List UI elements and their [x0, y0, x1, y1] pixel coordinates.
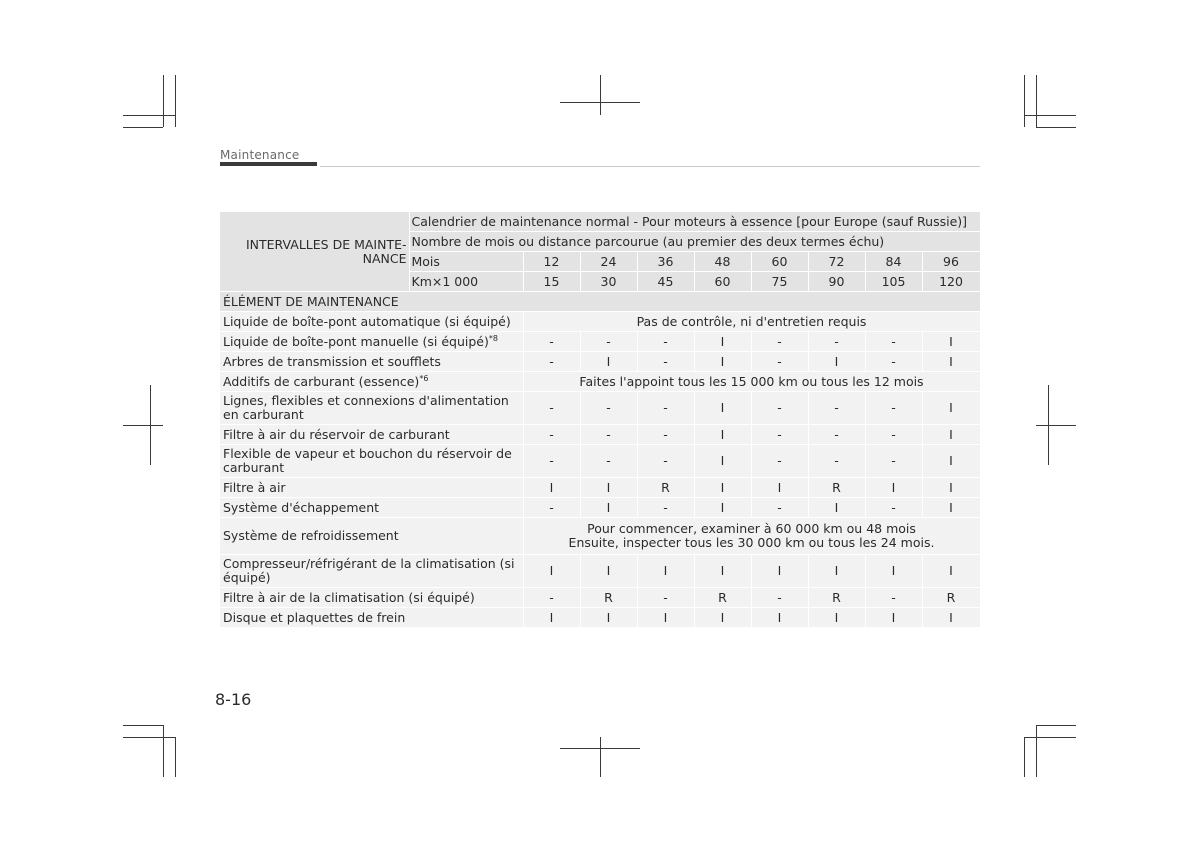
item-name: Liquide de boîte-pont automatique (si équipé): [220, 312, 523, 332]
item-name: Système d'échappement: [220, 498, 523, 518]
section-header-rule: [320, 166, 980, 167]
item-name: Liquide de boîte-pont manuelle (si équipé): [223, 333, 489, 349]
schedule-cell: I: [808, 498, 865, 518]
schedule-cell: -: [523, 445, 580, 478]
schedule-cell: I: [808, 555, 865, 588]
schedule-cell: I: [580, 498, 637, 518]
schedule-cell: I: [751, 608, 808, 628]
section-header-bar: [220, 162, 317, 166]
schedule-cell: I: [580, 608, 637, 628]
km-value: 75: [751, 272, 808, 292]
month-value: 48: [694, 252, 751, 272]
crop-mark: [1024, 75, 1025, 127]
schedule-cell: -: [751, 588, 808, 608]
schedule-cell: I: [694, 478, 751, 498]
item-name: Filtre à air de la climatisation (si équipé): [220, 588, 523, 608]
schedule-cell: I: [694, 555, 751, 588]
table-row: [220, 518, 980, 555]
schedule-cell: R: [637, 478, 694, 498]
table-row: [220, 445, 980, 478]
item-note: Faites l'appoint tous les 15 000 km ou tous les 12 mois: [523, 372, 980, 392]
table-row: [220, 352, 980, 372]
item-name: Compresseur/réfrigérant de la climatisation (si équipé): [220, 555, 523, 588]
schedule-cell: -: [865, 445, 922, 478]
schedule-subtitle: Nombre de mois ou distance parcourue (au premier des deux termes échu): [409, 232, 980, 252]
schedule-cell: I: [865, 555, 922, 588]
schedule-cell: -: [580, 425, 637, 445]
schedule-cell: -: [523, 352, 580, 372]
schedule-cell: -: [865, 588, 922, 608]
schedule-cell: R: [808, 588, 865, 608]
schedule-cell: I: [808, 608, 865, 628]
item-note: Pas de contrôle, ni d'entretien requis: [523, 312, 980, 332]
item-name: Flexible de vapeur et bouchon du réservoir de carburant: [220, 445, 523, 478]
item-name: Additifs de carburant (essence): [223, 373, 420, 389]
schedule-cell: -: [637, 498, 694, 518]
table-row: [220, 372, 980, 392]
schedule-cell: -: [865, 425, 922, 445]
km-value: 60: [694, 272, 751, 292]
page-number: 8-16: [215, 690, 252, 709]
km-value: 105: [865, 272, 922, 292]
table-row: [220, 478, 980, 498]
schedule-cell: -: [637, 352, 694, 372]
month-value: 24: [580, 252, 637, 272]
crop-mark: [175, 737, 176, 777]
schedule-cell: I: [694, 392, 751, 425]
section-header: Maintenance: [220, 148, 300, 162]
crop-mark: [1036, 127, 1076, 128]
month-value: 60: [751, 252, 808, 272]
schedule-cell: -: [580, 332, 637, 352]
crop-mark: [123, 725, 163, 726]
km-value: 120: [922, 272, 980, 292]
km-value: 90: [808, 272, 865, 292]
schedule-cell: I: [808, 352, 865, 372]
table-row: [220, 425, 980, 445]
month-value: 72: [808, 252, 865, 272]
schedule-cell: I: [922, 445, 980, 478]
table-row: [220, 498, 980, 518]
schedule-cell: I: [922, 478, 980, 498]
km-value: 30: [580, 272, 637, 292]
schedule-cell: -: [808, 425, 865, 445]
schedule-cell: I: [694, 425, 751, 445]
item-name: Arbres de transmission et soufflets: [220, 352, 523, 372]
maintenance-schedule-table: [220, 212, 981, 628]
crop-mark: [123, 737, 175, 738]
schedule-cell: R: [580, 588, 637, 608]
schedule-cell: -: [751, 425, 808, 445]
schedule-cell: I: [694, 445, 751, 478]
km-label: Km×1 000: [409, 272, 523, 292]
schedule-cell: I: [637, 608, 694, 628]
schedule-cell: I: [865, 608, 922, 628]
schedule-cell: -: [637, 332, 694, 352]
schedule-cell: -: [808, 392, 865, 425]
table-row: [220, 392, 980, 425]
schedule-cell: I: [523, 478, 580, 498]
crop-mark: [1024, 115, 1076, 116]
item-note: Pour commencer, examiner à 60 000 km ou 48 mois: [587, 521, 916, 536]
schedule-cell: I: [694, 332, 751, 352]
item-name: Disque et plaquettes de frein: [220, 608, 523, 628]
schedule-cell: -: [751, 392, 808, 425]
crop-mark: [600, 75, 601, 115]
schedule-cell: I: [922, 352, 980, 372]
schedule-cell: -: [637, 392, 694, 425]
schedule-cell: -: [865, 392, 922, 425]
schedule-cell: -: [637, 445, 694, 478]
schedule-cell: -: [637, 425, 694, 445]
km-value: 45: [637, 272, 694, 292]
crop-mark: [560, 102, 640, 103]
schedule-cell: I: [865, 478, 922, 498]
schedule-cell: I: [922, 425, 980, 445]
schedule-cell: R: [694, 588, 751, 608]
footnote-ref: *6: [419, 373, 429, 383]
crop-mark: [1024, 737, 1076, 738]
crop-mark: [123, 425, 163, 426]
schedule-cell: I: [580, 352, 637, 372]
crop-mark: [1036, 75, 1037, 127]
schedule-cell: I: [580, 555, 637, 588]
table-row: [220, 312, 980, 332]
item-name: Système de refroidissement: [220, 518, 523, 555]
schedule-cell: I: [751, 555, 808, 588]
table-row: [220, 332, 980, 352]
schedule-cell: -: [637, 588, 694, 608]
schedule-cell: R: [808, 478, 865, 498]
month-value: 12: [523, 252, 580, 272]
schedule-cell: I: [751, 478, 808, 498]
schedule-cell: I: [523, 608, 580, 628]
schedule-cell: I: [922, 498, 980, 518]
schedule-cell: -: [865, 498, 922, 518]
crop-mark: [1036, 425, 1076, 426]
schedule-cell: I: [694, 352, 751, 372]
schedule-title: Calendrier de maintenance normal - Pour moteurs à essence [pour Europe (sauf Russie)]: [409, 212, 980, 232]
schedule-cell: I: [694, 498, 751, 518]
crop-mark: [1036, 725, 1076, 726]
schedule-cell: I: [694, 608, 751, 628]
schedule-cell: -: [580, 392, 637, 425]
schedule-cell: -: [523, 392, 580, 425]
crop-mark: [175, 75, 176, 127]
crop-mark: [123, 127, 163, 128]
crop-mark: [560, 748, 640, 749]
crop-mark: [1024, 737, 1025, 777]
schedule-cell: I: [580, 478, 637, 498]
schedule-cell: I: [922, 555, 980, 588]
table-row: [220, 608, 980, 628]
schedule-cell: -: [523, 425, 580, 445]
month-value: 84: [865, 252, 922, 272]
schedule-cell: -: [751, 498, 808, 518]
schedule-cell: -: [751, 445, 808, 478]
crop-mark: [163, 75, 164, 127]
months-label: Mois: [409, 252, 523, 272]
schedule-cell: -: [808, 445, 865, 478]
schedule-cell: -: [808, 332, 865, 352]
intervals-label: INTERVALLES DE MAINTE-NANCE: [220, 212, 409, 292]
schedule-cell: -: [523, 498, 580, 518]
crop-mark: [163, 725, 164, 777]
schedule-cell: I: [523, 555, 580, 588]
km-value: 15: [523, 272, 580, 292]
schedule-cell: -: [751, 332, 808, 352]
crop-mark: [600, 737, 601, 777]
table-row: [220, 588, 980, 608]
item-note: Ensuite, inspecter tous les 30 000 km ou tous les 24 mois.: [568, 535, 935, 550]
table-row: [220, 555, 980, 588]
schedule-cell: -: [751, 352, 808, 372]
schedule-cell: I: [922, 392, 980, 425]
item-name: Filtre à air du réservoir de carburant: [220, 425, 523, 445]
section-label: ÉLÉMENT DE MAINTENANCE: [220, 292, 980, 312]
schedule-cell: -: [523, 332, 580, 352]
item-name: Filtre à air: [220, 478, 523, 498]
footnote-ref: *8: [488, 333, 498, 343]
schedule-cell: I: [637, 555, 694, 588]
schedule-cell: -: [523, 588, 580, 608]
crop-mark: [1036, 725, 1037, 777]
schedule-cell: I: [922, 608, 980, 628]
item-name: Lignes, flexibles et connexions d'alimentation en carburant: [220, 392, 523, 425]
schedule-cell: -: [865, 352, 922, 372]
schedule-cell: R: [922, 588, 980, 608]
crop-mark: [123, 115, 175, 116]
month-value: 96: [922, 252, 980, 272]
schedule-cell: -: [865, 332, 922, 352]
month-value: 36: [637, 252, 694, 272]
schedule-cell: I: [922, 332, 980, 352]
schedule-cell: -: [580, 445, 637, 478]
